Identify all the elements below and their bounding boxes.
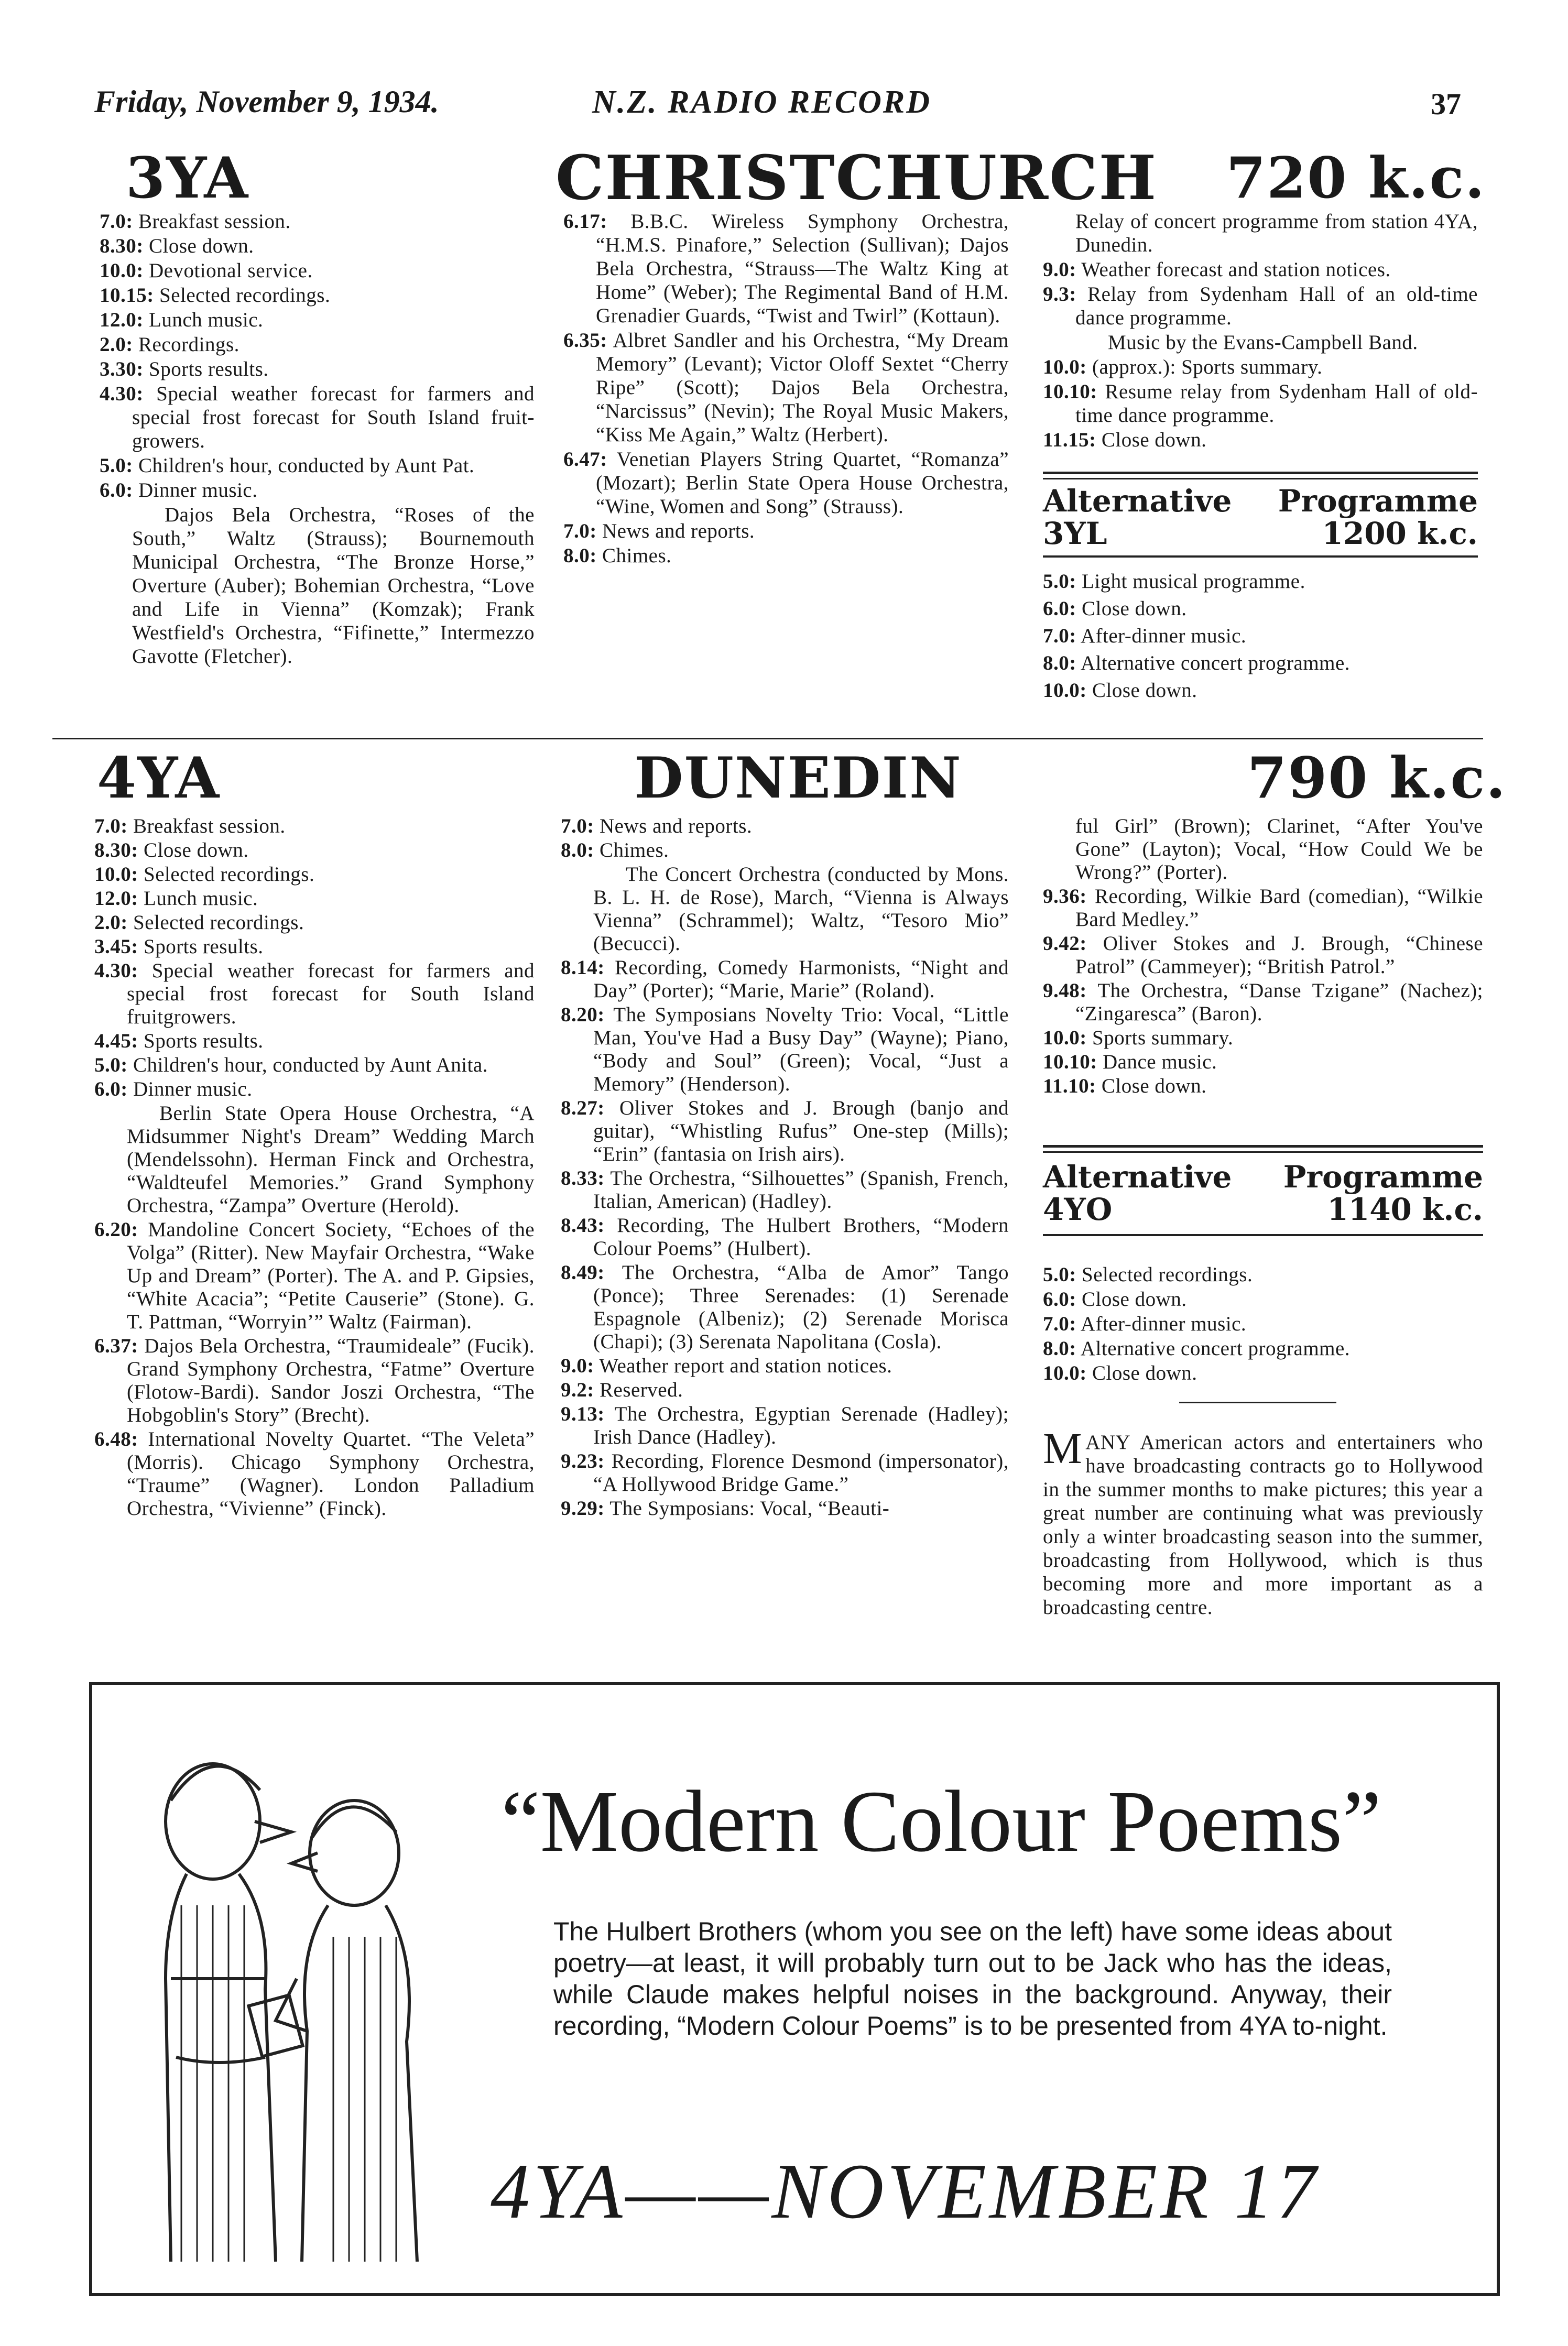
entry-text: Recordings. <box>138 333 239 356</box>
programme-entry <box>1043 1312 1483 1336</box>
alt-station: 4YO <box>1043 1192 1113 1227</box>
alternative-programme-3yl <box>1043 485 1478 550</box>
programme-entry <box>1043 1287 1483 1311</box>
station-city: DUNEDIN <box>634 745 962 811</box>
programme-entry <box>94 1030 535 1053</box>
entry-text: The Orchestra, “Silhouettes” (Spanish, French, Italian, American) (Hadley). <box>593 1167 1009 1213</box>
entry-text: Recording, The Hulbert Brothers, “Modern Colour Poems” (Hulbert). <box>593 1214 1009 1260</box>
programme-entry <box>561 956 1009 1002</box>
programme-entry <box>100 382 535 453</box>
entry-time: 7.0: <box>94 815 128 837</box>
alt-frequency: 1140 k.c. <box>1327 1192 1483 1227</box>
programme-entry <box>100 234 535 258</box>
entry-text: Alternative concert programme. <box>1080 1337 1351 1360</box>
entry-time: 10.10: <box>1043 1051 1097 1073</box>
programme-entry <box>94 935 535 958</box>
programme-entry <box>94 1078 535 1101</box>
entry-time: 6.48: <box>94 1428 138 1450</box>
entry-time: 11.10: <box>1043 1075 1096 1097</box>
programme-entry <box>1043 210 1478 257</box>
alt-label-2: Programme <box>1278 483 1478 519</box>
entry-text: Close down. <box>149 235 254 257</box>
programme-entry <box>1043 1263 1483 1286</box>
christchurch-column-3 <box>1043 210 1478 453</box>
entry-text: Chimes. <box>602 544 672 567</box>
alternative-3yl-list <box>1043 569 1478 705</box>
entry-text: Oliver Stokes and J. Brough, “Chinese Patrol” (Cammeyer); “British Patrol.” <box>1075 932 1484 978</box>
divider <box>1043 1234 1483 1236</box>
entry-text: Berlin State Opera House Orchestra, “A Midsummer Night's Dream” Wedding March (Mendelssohn). Herman Finck and Orchestra, “Waldteufel Memories.” Grand Symphony Orchestra, “Zampa” Overture (Herold). <box>127 1102 535 1217</box>
entry-text: Dinner music. <box>133 1078 253 1100</box>
publication-title: N.Z. RADIO RECORD <box>592 84 931 120</box>
dunedin-column-2 <box>561 815 1009 1521</box>
entry-time: 9.48: <box>1043 979 1087 1002</box>
entry-time: 6.0: <box>100 479 133 501</box>
programme-entry <box>1043 1051 1483 1074</box>
entry-text: Recording, Wilkie Bard (comedian), “Wilkie Bard Medley.” <box>1075 885 1483 931</box>
hulbert-brothers-illustration-icon <box>124 1717 449 2272</box>
divider <box>1043 1145 1483 1148</box>
programme-entry <box>1043 258 1478 281</box>
programme-entry <box>561 839 1009 862</box>
entry-text: Relay from Sydenham Hall of an old-time dance programme. <box>1075 283 1478 329</box>
alt-label: Alternative <box>1043 483 1232 519</box>
entry-time: 10.10: <box>1043 380 1097 403</box>
entry-text: Special weather forecast for farmers and special frost forecast for South Island fruitgrowers. <box>127 959 535 1028</box>
entry-time: 8.43: <box>561 1214 605 1237</box>
divider <box>1043 478 1478 479</box>
programme-entry <box>100 503 535 668</box>
alternative-4yo-list <box>1043 1263 1483 1386</box>
entry-text: Dajos Bela Orchestra, “Roses of the South,” Waltz (Strauss); Bournemouth Municipal Orchestra, “The Bronze Horse,” Overture (Auber); Bohemian Orchestra, “Love and Life in Vienna” (Komzak); Frank Westfield's Orchestra, “Fifinette,” Intermezzo Gavotte (Fletcher). <box>132 504 535 668</box>
programme-entry <box>100 259 535 282</box>
entry-time: 2.0: <box>100 333 133 356</box>
programme-entry <box>94 1218 535 1334</box>
entry-time: 10.0: <box>1043 1027 1087 1049</box>
entry-text: Lunch music. <box>144 887 258 910</box>
entry-text: Venetian Players String Quartet, “Romanza” (Mozart); Berlin State Opera House Orchestra, “Wine, Women and Song” (Strauss). <box>596 448 1009 518</box>
entry-time: 8.33: <box>561 1167 605 1190</box>
entry-time: 8.0: <box>561 839 594 861</box>
entry-text: Sports results. <box>144 1030 264 1052</box>
entry-time: 3.45: <box>94 935 138 958</box>
entry-time: 8.30: <box>100 235 144 257</box>
entry-text: Special weather forecast for farmers and special frost forecast for South Island fruit-growers. <box>132 383 535 452</box>
entry-time: 4.45: <box>94 1030 138 1052</box>
entry-text: Breakfast session. <box>133 815 286 837</box>
entry-time: 7.0: <box>563 520 597 542</box>
entry-time: 11.15: <box>1043 429 1096 451</box>
programme-entry <box>94 815 535 838</box>
entry-time: 9.0: <box>1043 258 1076 281</box>
entry-time: 6.0: <box>1043 597 1076 620</box>
entry-text: Weather report and station notices. <box>599 1355 892 1377</box>
alt-frequency: 1200 k.c. <box>1322 516 1478 551</box>
programme-entry <box>1043 979 1483 1025</box>
entry-text: ful Girl” (Brown); Clarinet, “After You've Gone” (Layton); Vocal, “How Could We be Wrong?” (Porter). <box>1075 815 1483 883</box>
station-frequency: 790 k.c. <box>1247 745 1507 811</box>
programme-entry <box>1043 331 1478 354</box>
programme-entry <box>100 454 535 477</box>
entry-time: 4.30: <box>100 383 144 405</box>
entry-text: Alternative concert programme. <box>1080 652 1351 674</box>
entry-time: 12.0: <box>100 309 144 331</box>
entry-text: Close down. <box>1101 1075 1207 1097</box>
entry-time: 8.0: <box>1043 1337 1076 1360</box>
programme-entry <box>563 329 1009 446</box>
entry-time: 10.0: <box>1043 1362 1087 1384</box>
entry-text: Close down. <box>1092 679 1197 702</box>
issue-date: Friday, November 9, 1934. <box>94 84 439 119</box>
entry-time: 9.2: <box>561 1379 594 1401</box>
divider <box>1043 1151 1483 1153</box>
programme-entry <box>94 1054 535 1077</box>
entry-text: Close down. <box>1082 1288 1187 1311</box>
programme-entry <box>100 210 535 233</box>
entry-time: 8.14: <box>561 956 605 979</box>
programme-entry <box>1043 1361 1483 1385</box>
advertisement-box <box>89 1682 1500 2296</box>
programme-entry <box>94 1335 535 1427</box>
programme-entry <box>1043 678 1478 704</box>
entry-text: Chimes. <box>600 839 669 861</box>
entry-time: 6.37: <box>94 1335 138 1357</box>
entry-time: 7.0: <box>561 815 594 837</box>
entry-time: 8.30: <box>94 839 138 861</box>
programme-entry <box>94 959 535 1029</box>
entry-time: 10.15: <box>100 284 154 307</box>
programme-entry <box>561 1214 1009 1260</box>
entry-time: 2.0: <box>94 911 128 934</box>
entry-time: 9.3: <box>1043 283 1076 305</box>
station-call-sign: 4YA <box>97 745 221 811</box>
entry-text: Close down. <box>1082 597 1187 620</box>
dunedin-column-3 <box>1043 815 1483 1099</box>
entry-time: 5.0: <box>94 1054 128 1076</box>
programme-entry <box>1043 596 1478 622</box>
programme-entry <box>1043 282 1478 330</box>
entry-text: Reserved. <box>600 1379 683 1401</box>
alternative-programme-4yo <box>1043 1161 1483 1226</box>
entry-text: Relay of concert programme from station 4YA, Dunedin. <box>1075 210 1478 256</box>
programme-entry <box>1043 623 1478 649</box>
drop-cap: M <box>1043 1424 1083 1473</box>
christchurch-column-1 <box>100 210 535 669</box>
entry-text: B.B.C. Wireless Symphony Orchestra, “H.M.S. Pinafore,” Selection (Sullivan); Dajos Bela Orchestra, “Strauss—The Waltz King at Home” (Weber); The Regimental Band of H.M. Grenadier Guards, “Twist and Twirl” (Kottaun). <box>596 210 1009 327</box>
entry-time: 12.0: <box>94 887 138 910</box>
programme-entry <box>94 887 535 910</box>
programme-entry <box>561 1450 1009 1496</box>
entry-time: 10.0: <box>100 259 144 282</box>
entry-text: International Novelty Quartet. “The Veleta” (Morris). Chicago Symphony Orchestra, “Traume” (Wagner). London Palladium Orchestra, “Vivienne” (Finck). <box>127 1428 535 1520</box>
entry-text: Lunch music. <box>149 309 264 331</box>
entry-text: Breakfast session. <box>138 210 291 233</box>
entry-text: Resume relay from Sydenham Hall of old-time dance programme. <box>1075 380 1478 427</box>
programme-entry <box>1043 650 1478 676</box>
christchurch-column-2 <box>563 210 1009 569</box>
news-paragraph <box>1043 1424 1483 1619</box>
station-frequency: 720 k.c. <box>1226 145 1486 211</box>
alt-label: Alternative <box>1043 1159 1232 1195</box>
entry-time: 6.0: <box>94 1078 128 1100</box>
entry-text: Children's hour, conducted by Aunt Pat. <box>138 454 475 477</box>
entry-text: Dance music. <box>1103 1051 1217 1073</box>
programme-entry <box>561 1003 1009 1096</box>
divider <box>1043 555 1478 558</box>
entry-time: 6.0: <box>1043 1288 1076 1311</box>
entry-text: (approx.): Sports summary. <box>1092 356 1323 378</box>
entry-time: 7.0: <box>1043 1313 1076 1335</box>
entry-text: Light musical programme. <box>1082 570 1305 593</box>
page-number: 37 <box>1431 87 1461 121</box>
entry-text: After-dinner music. <box>1080 625 1247 647</box>
programme-entry <box>100 357 535 381</box>
programme-entry <box>1043 1337 1483 1360</box>
programme-entry <box>94 863 535 886</box>
programme-entry <box>94 1428 535 1520</box>
section-divider <box>52 738 1483 739</box>
entry-time: 6.17: <box>563 210 607 233</box>
entry-time: 9.13: <box>561 1403 605 1425</box>
entry-text: Oliver Stokes and J. Brough (banjo and guitar), “Whistling Rufus” One-step (Mills); “Erin” (fantasia on Irish airs). <box>593 1097 1009 1165</box>
entry-time: 7.0: <box>100 210 133 233</box>
entry-time: 4.30: <box>94 959 138 982</box>
entry-text: News and reports. <box>600 815 753 837</box>
entry-text: The Orchestra, “Alba de Amor” Tango (Ponce); Three Serenades: (1) Serenade Espagnole (Albeniz); (2) Serenade Morisca (Chapi); (3) Serenata Napolitana (Cosla). <box>593 1261 1009 1353</box>
entry-text: Mandoline Concert Society, “Echoes of the Volga” (Ritter). New Mayfair Orchestra, “Wake Up and Dream” (Porter). The A. and P. Gipsies, “White Acacia”; “Petite Causerie” (Stone). G. T. Pattman, “Worryin’” Waltz (Fairman). <box>127 1218 535 1333</box>
programme-entry <box>94 1102 535 1217</box>
entry-time: 7.0: <box>1043 625 1076 647</box>
advert-body: The Hulbert Brothers (whom you see on the left) have some ideas about poetry—at least, it will probably turn out to be Jack who has the ideas, while Claude makes helpful noises in the background. Anyway, their recording, “Modern Colour Poems” is to be presented from 4YA to-night. <box>553 1917 1392 2041</box>
programme-entry <box>1043 1027 1483 1050</box>
entry-time: 5.0: <box>100 454 133 477</box>
programme-entry <box>561 815 1009 838</box>
programme-entry <box>561 1261 1009 1354</box>
entry-text: Selected recordings. <box>133 911 304 934</box>
entry-time: 5.0: <box>1043 1263 1076 1286</box>
programme-entry <box>561 863 1009 955</box>
entry-text: Recording, Florence Desmond (impersonator), “A Hollywood Bridge Game.” <box>593 1450 1009 1496</box>
programme-entry <box>561 1097 1009 1166</box>
entry-text: Recording, Comedy Harmonists, “Night and Day” (Porter); “Marie, Marie” (Roland). <box>593 956 1009 1002</box>
entry-time: 8.49: <box>561 1261 605 1284</box>
entry-text: Albret Sandler and his Orchestra, “My Dream Memory” (Levant); Victor Oloff Sextet “Cherry Ripe” (Scott); Dajos Bela Orchestra, “Narcissus” (Nevin); The Royal Music Makers, “Kiss Me Again,” Waltz (Herbert). <box>596 329 1009 446</box>
programme-entry <box>100 478 535 502</box>
entry-text: Sports results. <box>149 358 269 380</box>
entry-time: 6.47: <box>563 448 607 471</box>
entry-text: Music by the Evans-Campbell Band. <box>1108 331 1418 354</box>
entry-time: 9.36: <box>1043 885 1087 908</box>
entry-text: Close down. <box>1092 1362 1197 1384</box>
programme-entry <box>563 448 1009 518</box>
station-city: CHRISTCHURCH <box>556 143 1158 214</box>
programme-entry <box>561 1497 1009 1520</box>
entry-time: 8.27: <box>561 1097 605 1119</box>
programme-entry <box>94 839 535 862</box>
divider <box>1043 472 1478 474</box>
entry-text: Devotional service. <box>149 259 313 282</box>
entry-time: 6.20: <box>94 1218 138 1241</box>
entry-text: After-dinner music. <box>1080 1313 1247 1335</box>
entry-time: 8.0: <box>563 544 597 567</box>
entry-time: 3.30: <box>100 358 144 380</box>
entry-text: The Orchestra, Egyptian Serenade (Hadley); Irish Dance (Hadley). <box>593 1403 1009 1448</box>
programme-entry <box>561 1355 1009 1378</box>
alt-label-2: Programme <box>1283 1159 1483 1195</box>
entry-text: Dajos Bela Orchestra, “Traumideale” (Fucik). Grand Symphony Orchestra, “Fatme” Overture (Flotow-Bardi). Sandor Joszi Orchestra, “The Hobgoblin's Story” (Brecht). <box>127 1335 535 1426</box>
programme-entry <box>563 544 1009 568</box>
entry-text: Selected recordings. <box>159 284 331 307</box>
programme-entry <box>561 1167 1009 1213</box>
entry-text: Sports summary. <box>1092 1027 1234 1049</box>
programme-entry <box>94 911 535 934</box>
advert-footer: 4YA——NOVEMBER 17 <box>491 2148 1320 2235</box>
entry-time: 10.0: <box>94 863 138 886</box>
programme-entry <box>1043 380 1478 427</box>
programme-entry <box>1043 569 1478 595</box>
entry-text: Selected recordings. <box>1082 1263 1253 1286</box>
entry-time: 5.0: <box>1043 570 1076 593</box>
programme-entry <box>1043 815 1483 884</box>
entry-text: Weather forecast and station notices. <box>1081 258 1391 281</box>
entry-time: 6.35: <box>563 329 607 352</box>
station-call-sign: 3YA <box>126 145 249 211</box>
entry-text: The Symposians: Vocal, “Beauti- <box>609 1497 890 1520</box>
programme-entry <box>561 1403 1009 1449</box>
programme-entry <box>1043 885 1483 931</box>
entry-text: The Symposians Novelty Trio: Vocal, “Little Man, You've Had a Busy Day” (Wayne); Piano, “Body and Soul” (Green); Vocal, “Just a Memory” (Henderson). <box>593 1003 1009 1095</box>
programme-entry <box>563 210 1009 328</box>
entry-text: Close down. <box>144 839 249 861</box>
entry-text: Sports results. <box>144 935 264 958</box>
programme-entry <box>1043 932 1483 978</box>
entry-time: 10.0: <box>1043 356 1087 378</box>
programme-entry <box>1043 1075 1483 1098</box>
dunedin-column-1 <box>94 815 535 1521</box>
entry-time: 9.23: <box>561 1450 605 1472</box>
entry-time: 10.0: <box>1043 679 1087 702</box>
entry-text: Dinner music. <box>138 479 258 501</box>
programme-entry <box>100 333 535 356</box>
programme-entry <box>100 308 535 332</box>
programme-entry <box>563 519 1009 543</box>
entry-time: 8.20: <box>561 1003 605 1026</box>
entry-text: Selected recordings. <box>144 863 315 886</box>
entry-time: 9.42: <box>1043 932 1087 955</box>
entry-text: The Concert Orchestra (conducted by Mons. B. L. H. de Rose), March, “Vienna is Always Vienna” (Schrammel); Waltz, “Tesoro Mio” (Becucci). <box>593 863 1009 955</box>
programme-entry <box>561 1379 1009 1402</box>
entry-text: News and reports. <box>602 520 755 542</box>
programme-entry <box>1043 355 1478 379</box>
entry-text: The Orchestra, “Danse Tzigane” (Nachez); “Zingaresca” (Baron). <box>1075 979 1483 1025</box>
programme-entry <box>1043 428 1478 452</box>
entry-text: Children's hour, conducted by Aunt Anita. <box>133 1054 488 1076</box>
alt-station: 3YL <box>1043 516 1107 551</box>
programme-entry <box>100 283 535 307</box>
divider <box>1179 1402 1336 1403</box>
advert-title: “Modern Colour Poems” <box>501 1773 1381 1870</box>
entry-time: 8.0: <box>1043 652 1076 674</box>
entry-text: Close down. <box>1101 429 1207 451</box>
news-text: ANY American actors and entertainers who have broadcasting contracts go to Hollywood in the summer months to make pictures; this year a great number are continuing what was previously only a winter broadcasting season into the summer, broadcasting from Hollywood, which is thus becoming more and more important as a broadcasting centre. <box>1043 1431 1483 1619</box>
entry-time: 9.0: <box>561 1355 594 1377</box>
entry-time: 9.29: <box>561 1497 605 1520</box>
